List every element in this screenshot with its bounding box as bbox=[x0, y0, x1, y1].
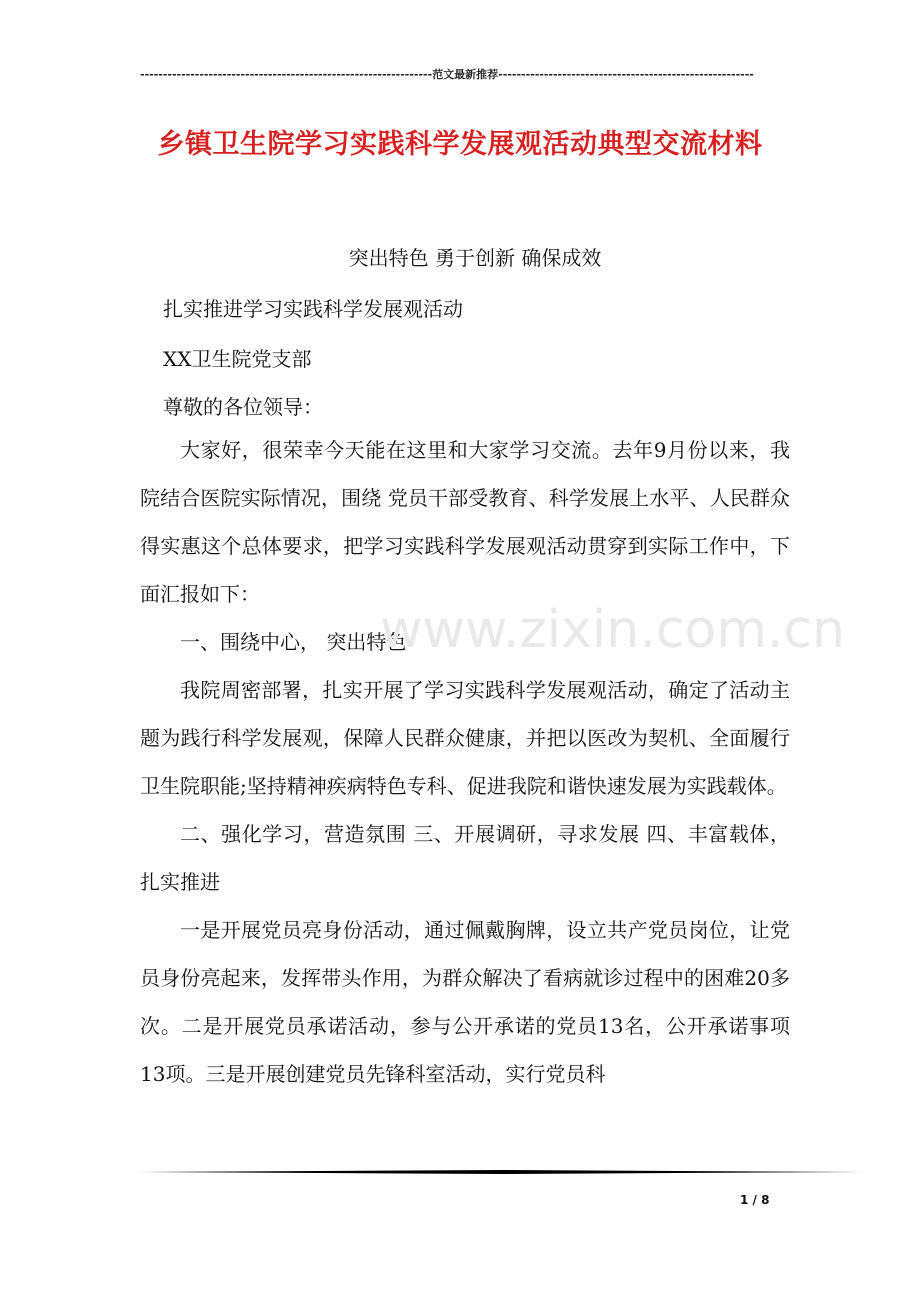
section-heading: 一、围绕中心， 突出特色 bbox=[180, 630, 407, 654]
page-header: ----------------------------------------------------------------范文最新推荐-------------------------------------------------------- bbox=[140, 68, 754, 81]
author-line: XX卫生院党支部 bbox=[163, 347, 312, 371]
footer-divider bbox=[140, 1170, 862, 1174]
document-body bbox=[140, 426, 790, 1098]
salutation-line: 尊敬的各位领导： bbox=[163, 395, 323, 419]
watermark: www.zixin.com.cn bbox=[380, 600, 845, 660]
body-paragraph: 我院周密部署，扎实开展了学习实践科学发展观活动，确定了活动主题为践行科学发展观，保障人民群众健康，并把以医改为契机、全面履行卫生院职能;坚持精神疾病特色专科、促进我院和谐快速发展为实践载体。 bbox=[140, 678, 790, 798]
document-title: 乡镇卫生院学习实践科学发展观活动典型交流材料 bbox=[157, 129, 763, 160]
body-paragraph: 一是开展党员亮身份活动，通过佩戴胸牌，设立共产党员岗位，让党员身份亮起来，发挥带头作用，为群众解决了看病就诊过程中的困难20多次。二是开展党员承诺活动，参与公开承诺的党员13名，公开承诺事项13项。三是开展创建党员先锋科室活动，实行党员科 bbox=[140, 918, 790, 1086]
page-number: 1 / 8 bbox=[740, 1193, 770, 1207]
document-subtitle: 突出特色 勇于创新 确保成效 bbox=[348, 246, 602, 270]
body-paragraph: 大家好，很荣幸今天能在这里和大家学习交流。去年9月份以来，我院结合医院实际情况，围绕 党员干部受教育、科学发展上水平、人民群众得实惠这个总体要求，把学习实践科学发展观活动贯穿到实际工作中，下面汇报如下： bbox=[140, 438, 790, 606]
subheading-line: 扎实推进学习实践科学发展观活动 bbox=[163, 297, 463, 321]
section-heading: 二、强化学习，营造氛围 三、开展调研，寻求发展 四、丰富载体，扎实推进 bbox=[140, 822, 790, 894]
